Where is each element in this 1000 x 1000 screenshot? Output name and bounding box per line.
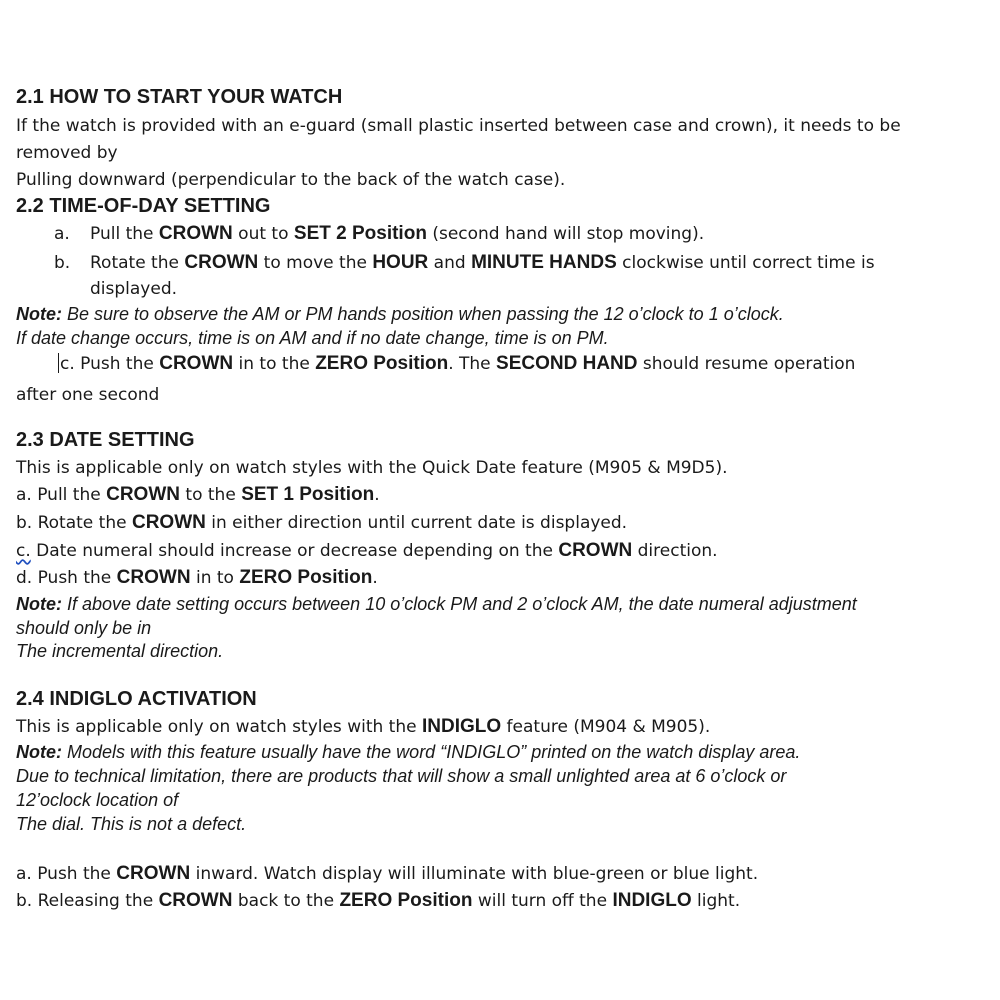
list-item: c. Push the CROWN in to the ZERO Position. The SECOND HAND should resume operation: [60, 353, 856, 374]
list-item: a. Pull the CROWN to the SET 1 Position.: [16, 484, 380, 505]
note-line: The incremental direction.: [16, 641, 224, 661]
text-cursor: [58, 353, 59, 373]
list-label: b.: [54, 253, 71, 273]
paragraph-line: Pulling downward (perpendicular to the back of the watch case).: [16, 170, 566, 190]
note-line: Due to technical limitation, there are products that will show a small unlighted area at 6 o’clock or: [16, 766, 787, 786]
section-heading: 2.3 DATE SETTING: [16, 429, 195, 451]
list-item-continuation: after one second: [16, 385, 160, 405]
note-label: Note:: [16, 742, 62, 762]
note-line: The dial. This is not a defect.: [16, 814, 247, 834]
note-line: 12’oclock location of: [16, 790, 179, 810]
note-line: If date change occurs, time is on AM and if no date change, time is on PM.: [16, 328, 609, 348]
note-label: Note:: [16, 304, 62, 324]
list-item: d. Push the CROWN in to ZERO Position.: [16, 567, 378, 588]
paragraph-line: This is applicable only on watch styles with the INDIGLO feature (M904 & M905).: [16, 716, 711, 737]
list-item: b. Rotate the CROWN to move the HOUR and MINUTE HANDS clockwise until correct time is: [54, 252, 875, 273]
list-label: a.: [54, 224, 70, 244]
paragraph-line: If the watch is provided with an e-guard (small plastic inserted between case and crown), it needs to be: [16, 116, 901, 136]
note-line: Note: Be sure to observe the AM or PM hands position when passing the 12 o’clock to 1 o’clock.: [16, 304, 784, 324]
paragraph-line: removed by: [16, 143, 118, 163]
section-heading: 2.2 TIME-OF-DAY SETTING: [16, 195, 271, 217]
note-line: Note: Models with this feature usually have the word “INDIGLO” printed on the watch display area.: [16, 742, 801, 762]
list-item: c. Date numeral should increase or decrease depending on the CROWN direction.: [16, 540, 718, 561]
list-item: a. Push the CROWN inward. Watch display will illuminate with blue-green or blue light.: [16, 863, 759, 884]
note-label: Note:: [16, 594, 62, 614]
spellcheck-mark: c.: [16, 541, 31, 561]
section-heading: 2.1 HOW TO START YOUR WATCH: [16, 86, 343, 108]
note-line: Note: If above date setting occurs between 10 o’clock PM and 2 o’clock AM, the date numeral adjustment: [16, 594, 857, 614]
paragraph-line: This is applicable only on watch styles with the Quick Date feature (M905 & M9D5).: [16, 458, 728, 478]
list-item-continuation: displayed.: [90, 279, 178, 299]
list-item: b. Rotate the CROWN in either direction until current date is displayed.: [16, 512, 628, 533]
note-line: should only be in: [16, 618, 152, 638]
section-heading: 2.4 INDIGLO ACTIVATION: [16, 688, 257, 710]
list-item: b. Releasing the CROWN back to the ZERO Position will turn off the INDIGLO light.: [16, 890, 741, 911]
list-item: a. Pull the CROWN out to SET 2 Position (second hand will stop moving).: [54, 223, 705, 244]
